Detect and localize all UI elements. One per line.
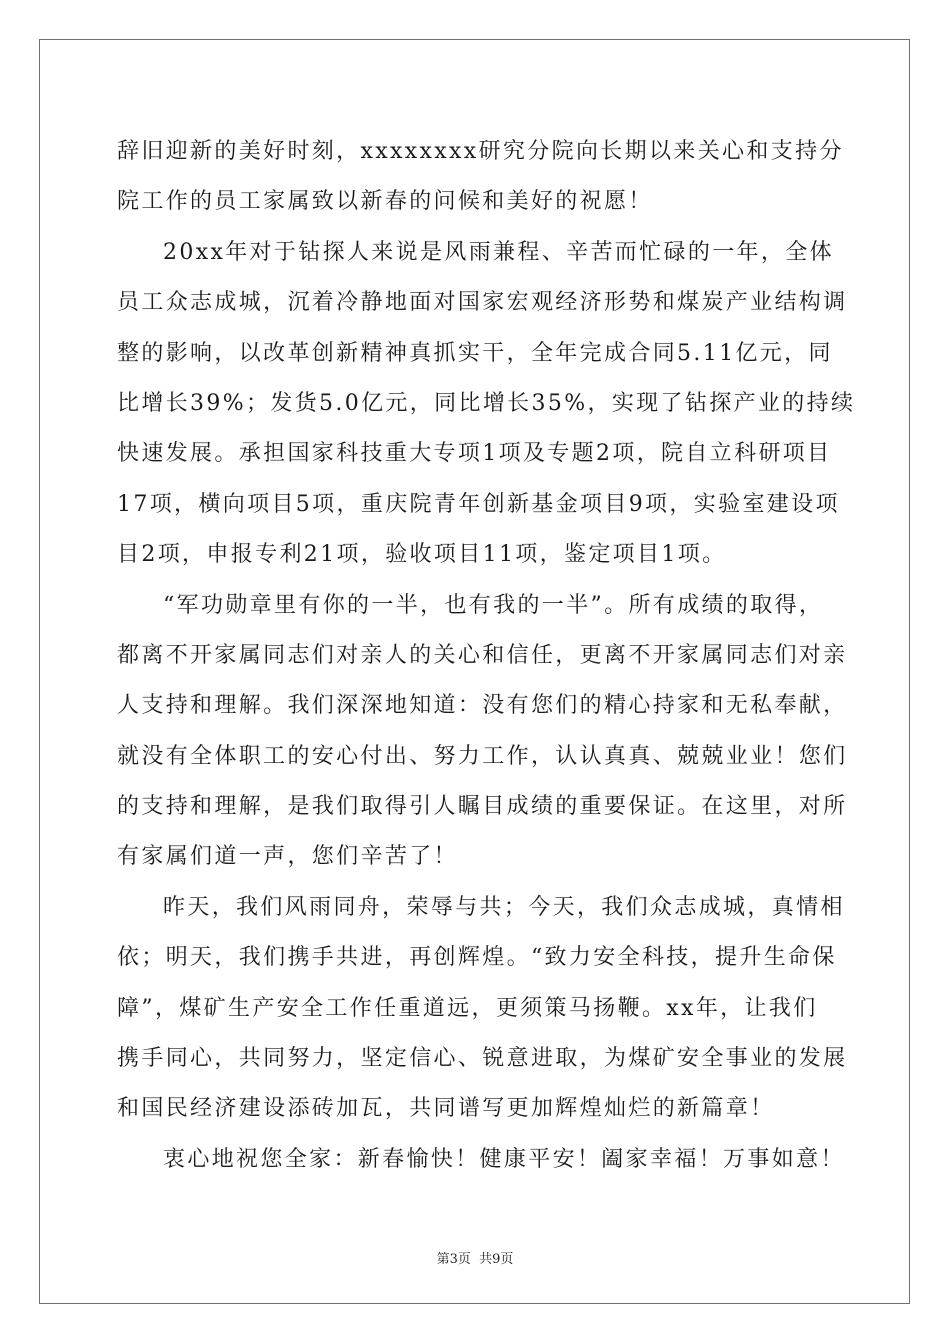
- text-line: 17项，横向项目5项，重庆院青年创新基金项目9项，实验室建设项: [117, 491, 840, 517]
- text-line: 有家属们道一声，您们辛苦了！: [117, 844, 458, 870]
- paragraph-start-line: 衷心地祝您全家：新春愉快！健康平安！阖家幸福！万事如意！: [163, 1146, 845, 1172]
- page-total: 共9页: [479, 1252, 514, 1267]
- text-line: 辞旧迎新的美好时刻，xxxxxxxx研究分院向长期以来关心和支持分: [117, 139, 844, 164]
- text-line: 整的影响，以改革创新精神真抓实干，全年完成合同5.11亿元，同: [117, 340, 833, 366]
- text-line: 目2项，申报专利21项，验收项目11项，鉴定项目1项。: [117, 542, 727, 568]
- text-line: 的支持和理解，是我们取得引人瞩目成绩的重要保证。在这里，对所: [117, 794, 848, 820]
- text-line: 人支持和理解。我们深深地知道：没有您们的精心持家和无私奉献，: [117, 693, 848, 719]
- text-line: 院工作的员工家属致以新春的问候和美好的祝愿！: [117, 189, 653, 215]
- text-line: 员工众志成城，沉着冷静地面对国家宏观经济形势和煤炭产业结构调: [117, 290, 848, 316]
- text-line: 快速发展。承担国家科技重大专项1项及专题2项，院自立科研项目: [117, 441, 832, 467]
- page-number: 第3页: [436, 1252, 471, 1267]
- paragraph-start-line: 20xx年对于钻探人来说是风雨兼程、辛苦而忙碌的一年，全体: [163, 239, 834, 265]
- text-line: 障”，煤矿生产安全工作任重道远，更须策马扬鞭。xx年，让我们: [117, 995, 818, 1021]
- document-body: [117, 127, 856, 1185]
- page-footer: [0, 1248, 950, 1267]
- text-line: 都离不开家属同志们对亲人的关心和信任，更离不开家属同志们对亲: [117, 642, 848, 668]
- text-line: 和国民经济建设添砖加瓦，共同谱写更加辉煌灿烂的新篇章！: [117, 1096, 775, 1122]
- text-line: 就没有全体职工的安心付出、努力工作，认认真真、兢兢业业！您们: [117, 743, 848, 769]
- text-line: 依；明天，我们携手共进，再创辉煌。“致力安全科技，提升生命保: [117, 945, 837, 971]
- paragraph-start-line: “军功勋章里有你的一半，也有我的一半”。所有成绩的取得，: [163, 592, 824, 618]
- paragraph-start-line: 昨天，我们风雨同舟，荣辱与共；今天，我们众志成城，真情相: [163, 894, 845, 920]
- text-line: 比增长39%；发货5.0亿元，同比增长35%，实现了钻探产业的持续: [117, 390, 856, 416]
- text-line: 携手同心，共同努力，坚定信心、锐意进取，为煤矿安全事业的发展: [117, 1046, 848, 1072]
